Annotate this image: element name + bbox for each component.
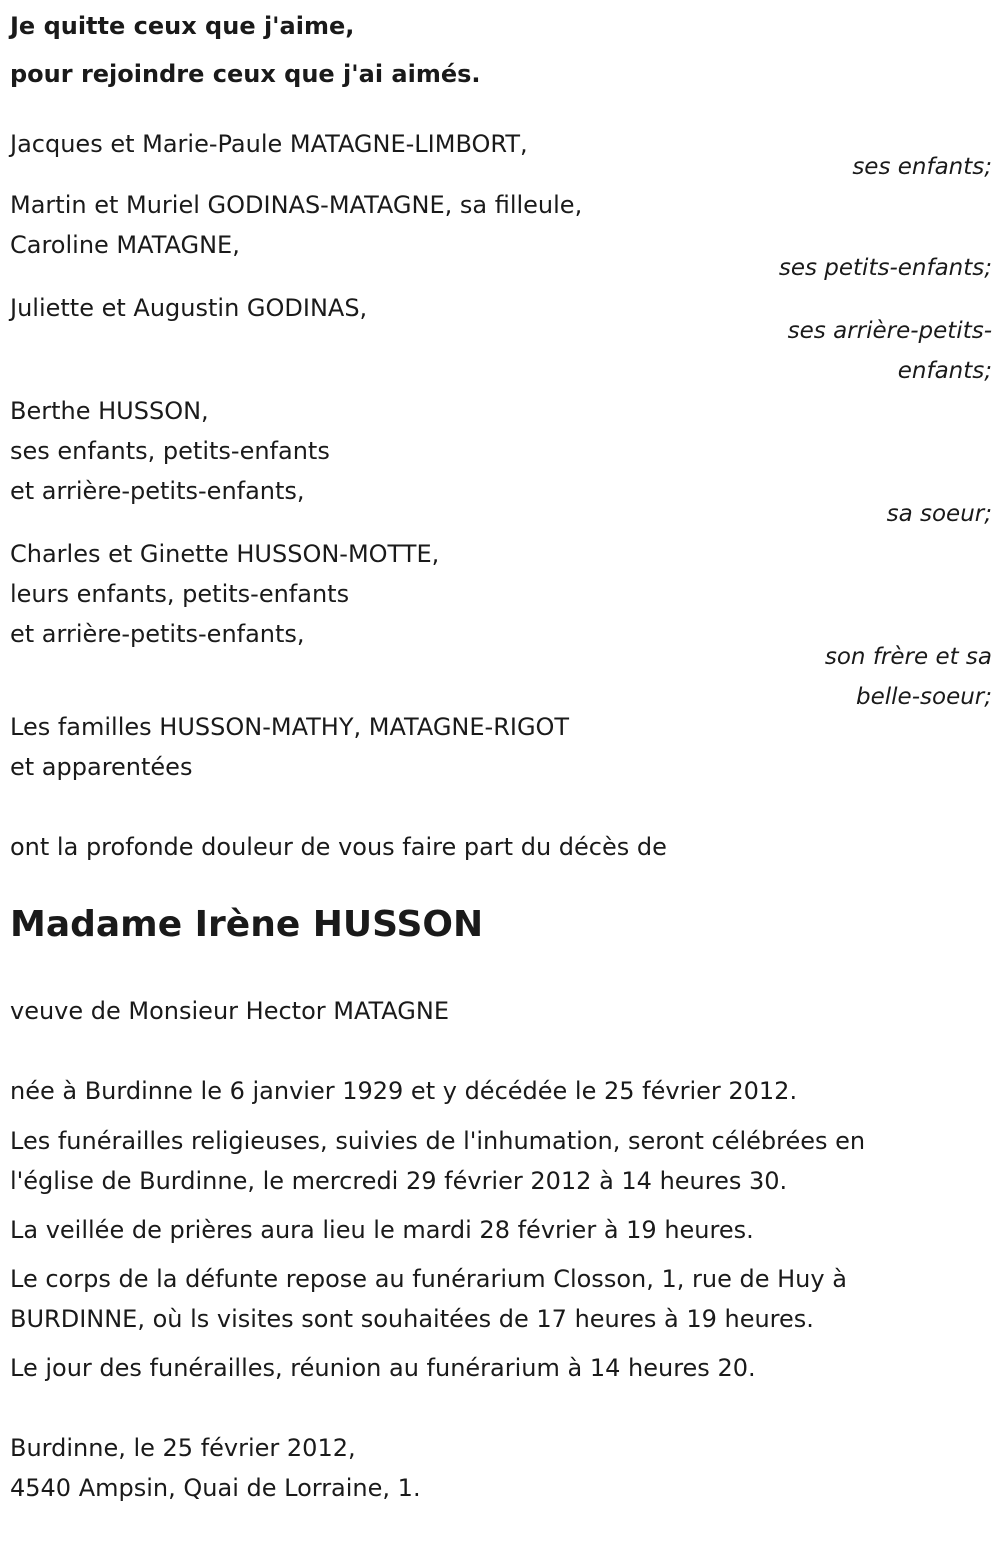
grandchildren-relation: ses petits-enfants; <box>778 255 992 281</box>
sister-line-1: Berthe HUSSON, <box>10 397 209 425</box>
brother-line-3: et arrière-petits-enfants, <box>10 620 305 648</box>
funeral-line-2: l'église de Burdinne, le mercredi 29 février 2012 à 14 heures 30. <box>10 1167 788 1195</box>
grandchildren-block <box>10 185 992 288</box>
address: 4540 Ampsin, Quai de Lorraine, 1. <box>10 1474 421 1502</box>
grandchildren-line-2: Caroline MATAGNE, <box>10 231 240 259</box>
rest-line-2: BURDINNE, où ls visites sont souhaitées de 17 heures à 19 heures. <box>10 1305 814 1333</box>
widow-line: veuve de Monsieur Hector MATAGNE <box>10 997 450 1025</box>
others-block <box>10 707 992 787</box>
children-names: Jacques et Marie-Paule MATAGNE-LIMBORT, <box>10 130 528 158</box>
announcement: ont la profonde douleur de vous faire part du décès de <box>10 833 667 861</box>
great-grandchildren-relation-1: ses arrière-petits- <box>787 318 992 344</box>
brother-line-1: Charles et Ginette HUSSON-MOTTE, <box>10 540 440 568</box>
obituary-document <box>10 0 992 1508</box>
footer-block <box>10 1428 992 1508</box>
sister-line-3: et arrière-petits-enfants, <box>10 477 305 505</box>
others-line-1: Les familles HUSSON-MATHY, MATAGNE-RIGOT <box>10 713 570 741</box>
details-block <box>10 1071 992 1388</box>
great-grandchildren-relation-2: enfants; <box>897 358 992 384</box>
sister-block <box>10 391 992 534</box>
great-grandchildren-block <box>10 288 992 391</box>
quote-line-1: Je quitte ceux que j'aime, <box>10 12 355 40</box>
others-line-2: et apparentées <box>10 753 193 781</box>
birth-death-line: née à Burdinne le 6 janvier 1929 et y décédée le 25 février 2012. <box>10 1077 798 1105</box>
grandchildren-line-1: Martin et Muriel GODINAS-MATAGNE, sa filleule, <box>10 191 583 219</box>
children-block <box>10 124 992 187</box>
vigil-line: La veillée de prières aura lieu le mardi 28 février à 19 heures. <box>10 1216 754 1244</box>
brother-block <box>10 534 992 717</box>
rest-line-1: Le corps de la défunte repose au funérarium Closson, 1, rue de Huy à <box>10 1265 847 1293</box>
quote-line-2: pour rejoindre ceux que j'ai aimés. <box>10 60 481 88</box>
deceased-name: Madame Irène HUSSON <box>10 904 484 945</box>
children-relation: ses enfants; <box>852 154 992 180</box>
sister-line-2: ses enfants, petits-enfants <box>10 437 330 465</box>
sister-relation: sa soeur; <box>886 501 992 527</box>
gathering-line: Le jour des funérailles, réunion au funérarium à 14 heures 20. <box>10 1354 756 1382</box>
brother-line-2: leurs enfants, petits-enfants <box>10 580 350 608</box>
brother-relation-2: belle-soeur; <box>856 684 992 710</box>
great-grandchildren-names: Juliette et Augustin GODINAS, <box>10 294 368 322</box>
brother-relation-1: son frère et sa <box>824 644 992 670</box>
quote-block <box>10 2 992 98</box>
funeral-line-1: Les funérailles religieuses, suivies de l'inhumation, seront célébrées en <box>10 1127 866 1155</box>
place-date: Burdinne, le 25 février 2012, <box>10 1434 356 1462</box>
